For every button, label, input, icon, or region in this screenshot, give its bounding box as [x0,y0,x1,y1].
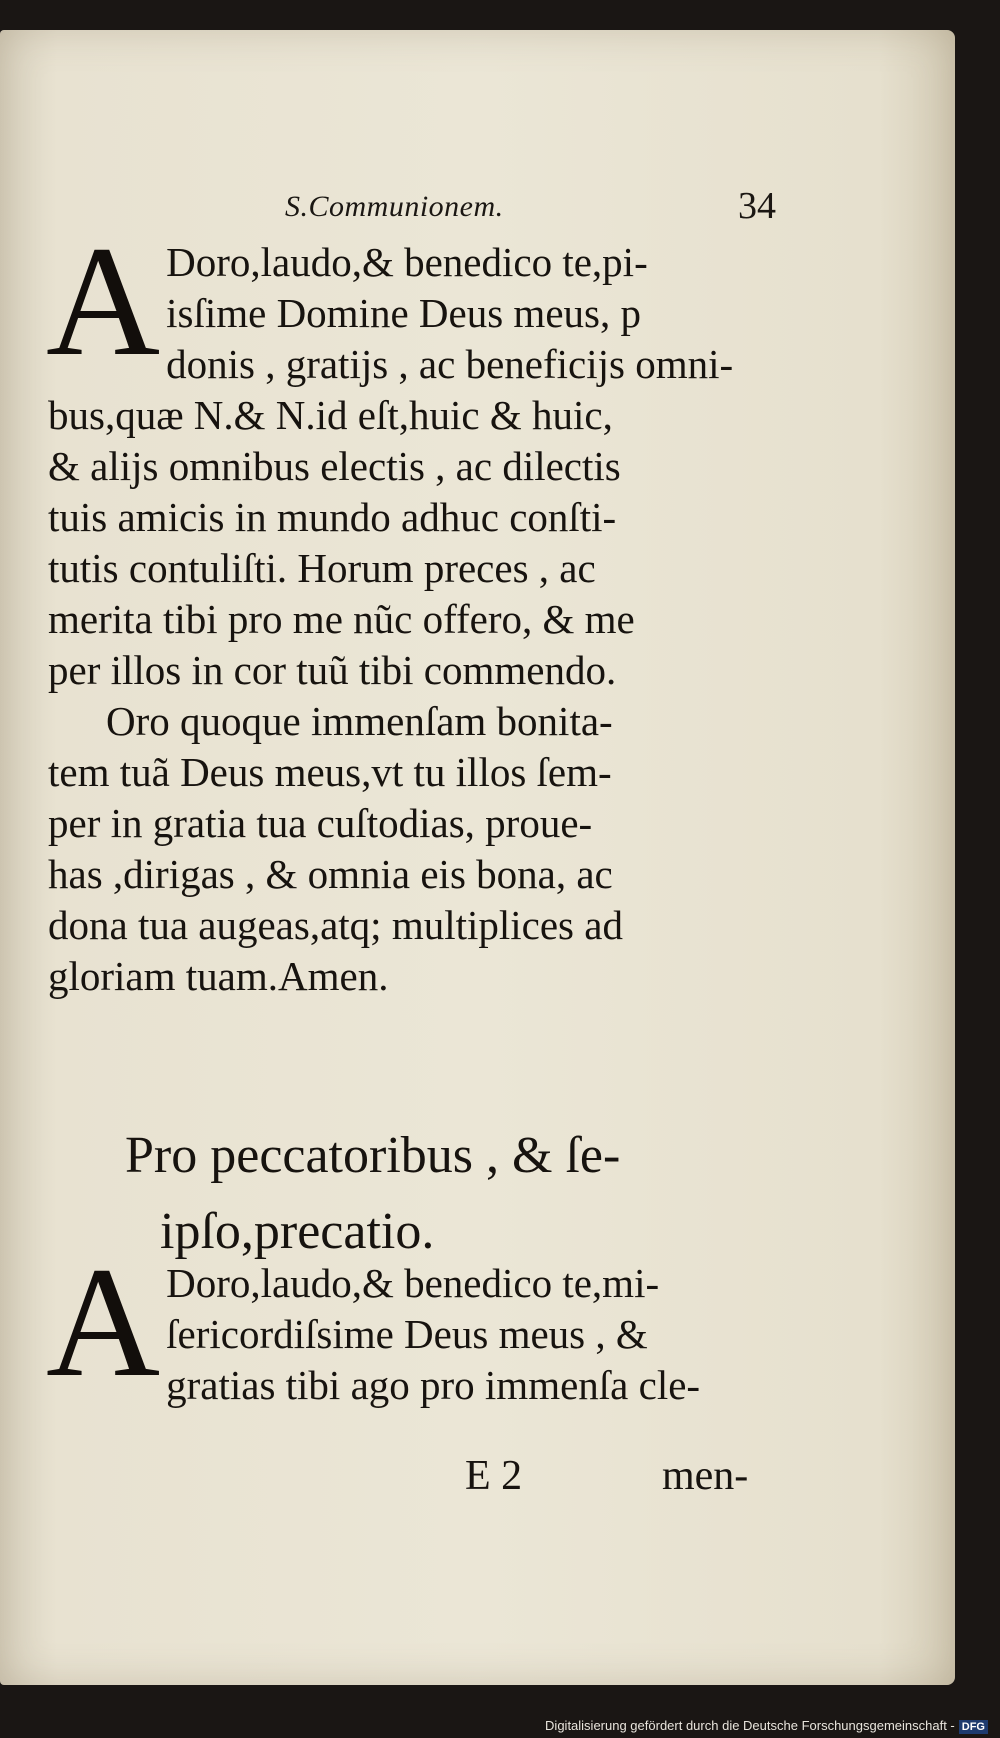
running-head: S.Communionem. [285,190,504,223]
drop-cap: A [46,1235,161,1410]
text-line: gratias tibi ago pro immenſa cle- [166,1362,701,1408]
page-number: 34 [738,185,776,227]
digitization-credit [545,1718,988,1734]
prayer-text-1 [46,214,793,1002]
heading-line: Pro peccatoribus , & ſe- [125,1127,621,1184]
catchword: men- [662,1453,749,1499]
text-line: donis , gratijs , ac beneficijs omni- [166,341,734,387]
text-line: per illos in cor tuũ tibi commendo. [48,647,617,693]
text-line: gloriam tuam.Amen. [48,953,389,999]
text-line: ſericordiſsime Deus meus , & [166,1311,648,1357]
text-line: has ,dirigas , & omnia eis bona, ac [48,851,613,897]
heading-line: ipſo,precatio. [160,1203,435,1260]
text-line: dona tua augeas,atq; multiplices ad [48,902,623,948]
text-line: Doro,laudo,& benedico te,mi- [166,1260,660,1306]
text-line: & alijs omnibus electis , ac dilectis [48,443,621,489]
text-line: tutis contuliſti. Horum preces , ac [48,545,596,591]
credit-text: Digitalisierung gefördert durch die Deutsche Forschungsgemeinschaft - [545,1718,955,1733]
catchline [0,1452,955,1507]
text-line: tem tuã Deus meus,vt tu illos ſem- [48,749,612,795]
text-line: bus,quæ N.& N.id eſt,huic & huic, [48,392,613,438]
dfg-logo: DFG [959,1720,988,1734]
text-line: Oro quoque immenſam bonita- [106,698,613,744]
text-line: tuis amicis in mundo adhuc conſti- [48,494,617,540]
drop-cap: A [46,214,161,389]
text-line: isſime Domine Deus meus, p [166,290,641,336]
text-line: merita tibi pro me nũc offero, & me [48,596,635,642]
signature-mark: E 2 [465,1453,523,1499]
prayer-text-2 [46,1235,793,1411]
section-heading [125,1118,765,1270]
text-line: per in gratia tua cuſtodias, proue- [48,800,593,846]
text-line: Doro,laudo,& benedico te,pi- [166,239,648,285]
